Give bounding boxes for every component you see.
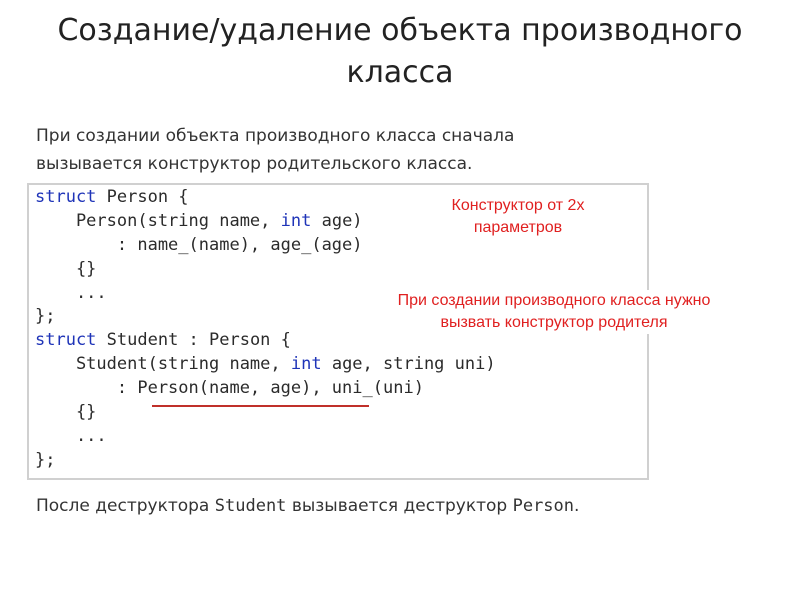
code-keyword: struct bbox=[35, 330, 97, 351]
code-line bbox=[35, 353, 496, 377]
ctor-annotation bbox=[426, 195, 610, 239]
code-keyword: int bbox=[280, 210, 312, 231]
slide-title bbox=[20, 10, 780, 94]
code-text: Student(string name, bbox=[35, 354, 291, 375]
outro-person: Person bbox=[512, 496, 575, 516]
parent-ctor-underline bbox=[152, 405, 369, 407]
code-line: }; bbox=[35, 449, 56, 470]
outro-student: Student bbox=[214, 496, 287, 516]
parent-annotation bbox=[356, 290, 752, 334]
code-line: {} bbox=[35, 258, 97, 279]
slide-title-line2: класса bbox=[346, 55, 454, 90]
code-keyword: struct bbox=[35, 187, 97, 207]
code-line: ... bbox=[35, 282, 107, 303]
outro-post: . bbox=[574, 496, 580, 516]
intro-line2: вызывается конструктор родительского класса. bbox=[36, 154, 473, 174]
intro-text bbox=[36, 122, 514, 178]
outro-text bbox=[36, 493, 579, 519]
code-line: ... bbox=[35, 425, 107, 446]
ctor-annotation-line1: Конструктор от 2х bbox=[451, 197, 585, 214]
intro-line1: При создании объекта производного класса сначала bbox=[36, 126, 515, 146]
code-line: {} bbox=[35, 402, 97, 423]
parent-annotation-line1: При создании производного класса нужно bbox=[397, 292, 711, 309]
code-text: Person(string name, bbox=[35, 210, 281, 231]
parent-annotation-line2: вызвать конструктор родителя bbox=[440, 314, 668, 331]
code-text: Person { bbox=[96, 187, 189, 207]
outro-pre: После деструктора bbox=[36, 496, 215, 516]
code-line: }; bbox=[35, 306, 56, 327]
ctor-annotation-line2: параметров bbox=[473, 219, 563, 236]
code-text: Student : Person { bbox=[96, 330, 291, 351]
code-line: : Person(name, age), uni_(uni) bbox=[35, 378, 424, 399]
code-keyword: int bbox=[290, 354, 322, 375]
outro-mid: вызывается деструктор bbox=[286, 496, 513, 516]
code-text: age) bbox=[311, 210, 363, 231]
slide-title-line1: Создание/удаление объекта производного bbox=[57, 13, 743, 48]
code-line: : name_(name), age_(age) bbox=[35, 234, 363, 255]
code-text: age, string uni) bbox=[321, 354, 496, 375]
